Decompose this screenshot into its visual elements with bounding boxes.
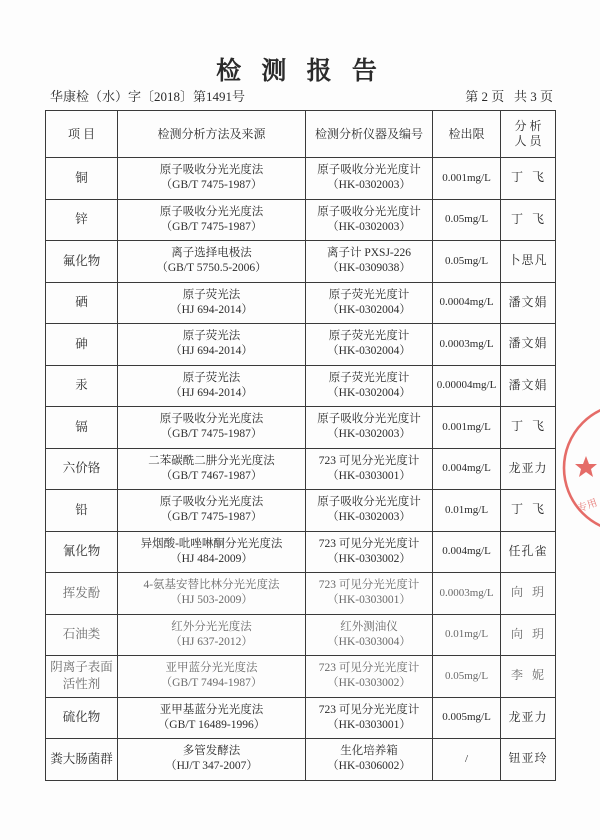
table-row [46,241,556,283]
detection-limit: 0.0003mg/L [439,586,494,599]
analyst-name: 丁 飞 [510,419,545,434]
method-standard: （GB/T 16489-1996） [157,718,266,731]
page-indicator: 第 2 页 共 3 页 [465,89,553,104]
table-row [46,531,556,573]
item-name: 铜 [75,170,88,185]
method-name: 异烟酸-吡唑啉酮分光光度法 [140,537,283,550]
item-name: 挥发酚 [62,585,101,600]
analyst-cell [501,199,556,241]
table-header [46,111,556,158]
method-standard: （GB/T 7475-1987） [160,428,263,441]
method-standard: （HJ 694-2014） [170,303,253,316]
limit-cell [433,324,501,366]
detection-limit: 0.01mg/L [444,503,489,516]
instrument-cell [306,324,433,366]
instrument-cell [306,573,433,615]
instrument-name: 723 可见分光光度计 [318,579,420,592]
detection-limit: 0.001mg/L [442,171,491,184]
detection-limit: 0.0003mg/L [439,337,494,350]
item-cell [46,241,118,283]
instrument-cell [306,531,433,573]
instrument-id: （HK-0302004） [327,345,411,358]
instrument-name: 原子吸收分光光度计 [317,205,421,218]
limit-cell [433,199,501,241]
analyst-cell [501,282,556,324]
table-row [46,656,556,698]
instrument-name: 723 可见分光光度计 [318,703,420,716]
limit-cell [433,573,501,615]
detection-limit: 0.001mg/L [442,420,491,433]
item-cell [46,158,118,200]
item-name: 砷 [75,336,88,351]
method-standard: （GB/T 7475-1987） [160,511,263,524]
method-cell [118,407,306,449]
instrument-name: 723 可见分光光度计 [318,662,420,675]
item-cell [46,324,118,366]
table-row [46,448,556,490]
item-cell [46,531,118,573]
method-cell [118,490,306,532]
instrument-name: 原子吸收分光光度计 [317,413,421,426]
item-cell [46,739,118,781]
method-name: 4-氨基安替比林分光光度法 [143,579,280,592]
table-row [46,697,556,739]
method-cell [118,324,306,366]
table-row [46,614,556,656]
instrument-cell [306,614,433,656]
instrument-id: （HK-0302003） [327,511,411,524]
instrument-cell [306,365,433,407]
report-subheader [50,88,553,106]
detection-limit: 0.005mg/L [442,711,491,724]
method-name: 原子荧光法 [182,288,241,301]
header-row [46,111,556,158]
method-standard: （GB/T 7467-1987） [160,469,263,482]
analyst-name: 卜思凡 [508,253,548,268]
instrument-cell [306,656,433,698]
method-name: 原子吸收分光光度法 [159,413,264,426]
item-name: 六价铬 [62,461,101,476]
method-standard: （HJ 694-2014） [170,345,253,358]
method-standard: （HJ 503-2009） [170,594,253,607]
method-cell [118,241,306,283]
analyst-name: 钮亚玲 [508,751,548,766]
item-cell [46,282,118,324]
item-cell [46,490,118,532]
detection-limit: 0.05mg/L [444,254,489,267]
red-seal-stamp [548,398,600,538]
method-name: 原子吸收分光光度法 [159,164,264,177]
analyst-cell [501,158,556,200]
instrument-name: 生化培养箱 [340,745,398,758]
method-standard: （HJ 694-2014） [170,386,253,399]
item-name: 阴离子表面 活性剂 [50,660,113,692]
instrument-cell [306,158,433,200]
item-cell [46,573,118,615]
header-instrument: 检测分析仪器及编号 [306,111,433,158]
method-cell [118,199,306,241]
instrument-cell [306,490,433,532]
item-name: 粪大肠菌群 [50,751,113,766]
method-cell [118,739,306,781]
header-limit: 检出限 [433,111,501,158]
instrument-id: （HK-0303002） [327,552,411,565]
header-item: 项 目 [46,111,118,158]
instrument-id: （HK-0303004） [327,635,411,648]
method-name: 原子荧光法 [182,330,241,343]
method-standard: （HJ/T 347-2007） [165,760,258,773]
limit-cell [433,448,501,490]
header-analyst-line1: 分 析 [514,119,542,133]
instrument-id: （HK-0303001） [327,718,411,731]
table-row [46,324,556,366]
instrument-cell [306,697,433,739]
table-row [46,490,556,532]
analyst-name: 丁 飞 [510,170,545,185]
instrument-name: 原子荧光光度计 [328,371,410,384]
table-row [46,573,556,615]
method-name: 原子吸收分光光度法 [159,496,264,509]
item-name: 锌 [75,212,88,227]
detection-limit: 0.00004mg/L [436,379,497,392]
instrument-cell [306,448,433,490]
instrument-id: （HK-0302003） [327,179,411,192]
table-body [46,158,556,781]
header-method: 检测分析方法及来源 [118,111,306,158]
item-name: 铅 [75,502,88,517]
limit-cell [433,407,501,449]
table-row [46,199,556,241]
table-row [46,407,556,449]
analyst-name: 李 妮 [510,668,545,683]
analyst-name: 龙亚力 [508,460,548,475]
seal-text: 专用 [576,497,599,515]
method-cell [118,282,306,324]
analyst-cell [501,573,556,615]
method-name: 亚甲基蓝分光光度法 [159,703,264,716]
table-row [46,739,556,781]
table-row [46,365,556,407]
page-title: 检 测 报 告 [216,58,384,85]
method-cell [118,573,306,615]
limit-cell [433,739,501,781]
item-cell [46,407,118,449]
analyst-name: 向 玥 [510,585,545,600]
instrument-id: （HK-0302004） [327,386,411,399]
analyst-cell [501,614,556,656]
method-cell [118,614,306,656]
analyst-cell [501,739,556,781]
item-name: 氟化物 [62,253,101,268]
analyst-name: 丁 飞 [510,211,545,226]
instrument-name: 离子计 PXSJ-226 [326,247,412,260]
method-cell [118,531,306,573]
method-name: 二苯碳酰二肼分光光度法 [148,454,275,467]
results-table [45,110,556,781]
item-name: 硒 [75,295,88,310]
table-row [46,282,556,324]
instrument-cell [306,407,433,449]
detection-limit: 0.01mg/L [444,628,489,641]
method-name: 原子荧光法 [182,371,241,384]
limit-cell [433,531,501,573]
instrument-cell [306,739,433,781]
analyst-cell [501,324,556,366]
detection-limit: 0.004mg/L [442,462,491,475]
analyst-name: 丁 飞 [510,502,545,517]
limit-cell [433,241,501,283]
limit-cell [433,656,501,698]
star-icon [575,456,597,477]
header-analyst [501,111,556,158]
instrument-name: 红外测油仪 [340,620,398,633]
detection-limit: 0.05mg/L [444,669,489,682]
item-cell [46,656,118,698]
limit-cell [433,697,501,739]
method-standard: （GB/T 7494-1987） [160,677,263,690]
method-standard: （GB/T 5750.5-2006） [156,262,267,275]
analyst-cell [501,697,556,739]
instrument-id: （HK-0303001） [327,469,411,482]
item-cell [46,448,118,490]
analyst-name: 任孔雀 [508,543,548,558]
method-name: 红外分光光度法 [171,620,252,633]
analyst-name: 潘文娟 [508,377,548,392]
detection-limit: 0.0004mg/L [439,296,494,309]
item-cell [46,199,118,241]
analyst-name: 潘文娟 [508,336,548,351]
method-cell [118,656,306,698]
item-name: 汞 [75,378,88,393]
analyst-name: 龙亚力 [508,709,548,724]
instrument-id: （HK-0306002） [327,760,411,773]
method-standard: （HJ 484-2009） [170,552,253,565]
instrument-id: （HK-0302003） [327,428,411,441]
report-number: 华康检（水）字〔2018〕第1491号 [50,89,246,104]
method-cell [118,365,306,407]
analyst-cell [501,241,556,283]
item-name: 镉 [75,419,88,434]
limit-cell [433,158,501,200]
item-cell [46,614,118,656]
instrument-id: （HK-0303001） [327,594,411,607]
detection-limit: 0.004mg/L [442,545,491,558]
method-name: 多管发酵法 [182,745,241,758]
item-name: 硫化物 [62,710,101,725]
instrument-name: 原子吸收分光光度计 [317,164,421,177]
instrument-name: 723 可见分光光度计 [318,454,420,467]
method-name: 原子吸收分光光度法 [159,205,264,218]
analyst-name: 潘文娟 [508,294,548,309]
method-cell [118,697,306,739]
limit-cell [433,365,501,407]
method-standard: （GB/T 7475-1987） [160,179,263,192]
table-row [46,158,556,200]
method-standard: （GB/T 7475-1987） [160,220,263,233]
item-cell [46,697,118,739]
item-name: 石油类 [62,627,101,642]
analyst-name: 向 玥 [510,626,545,641]
instrument-name: 原子荧光光度计 [328,330,410,343]
limit-cell [433,490,501,532]
header-analyst-line2: 人 员 [514,134,542,148]
method-name: 离子选择电极法 [171,247,252,260]
instrument-name: 723 可见分光光度计 [318,537,420,550]
instrument-id: （HK-0303002） [327,677,411,690]
instrument-cell [306,199,433,241]
instrument-name: 原子荧光光度计 [328,288,410,301]
limit-cell [433,614,501,656]
instrument-id: （HK-0302004） [327,303,411,316]
instrument-id: （HK-0302003） [327,220,411,233]
method-name: 亚甲蓝分光光度法 [165,662,258,675]
method-cell [118,448,306,490]
item-name: 氰化物 [62,544,101,559]
instrument-cell [306,241,433,283]
method-cell [118,158,306,200]
instrument-cell [306,282,433,324]
analyst-cell [501,656,556,698]
detection-limit: 0.05mg/L [444,213,489,226]
instrument-name: 原子吸收分光光度计 [317,496,421,509]
method-standard: （HJ 637-2012） [170,635,253,648]
instrument-id: （HK-0309038） [327,262,411,275]
limit-cell [433,282,501,324]
item-cell [46,365,118,407]
detection-limit: / [464,752,469,765]
